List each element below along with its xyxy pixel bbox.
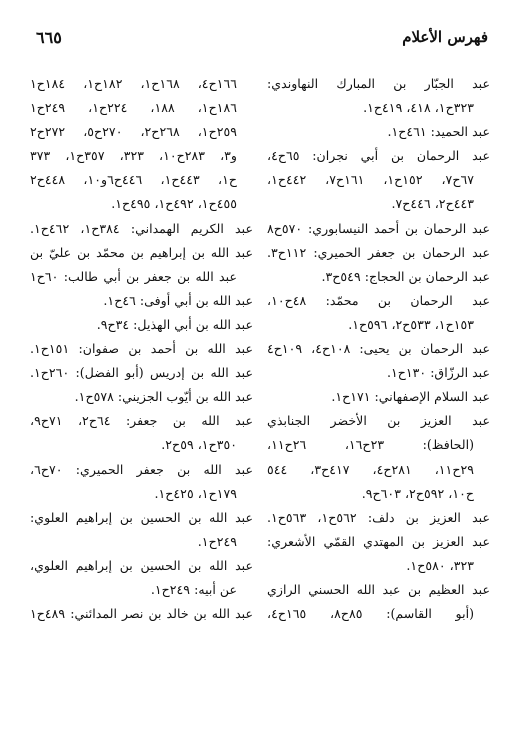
index-line: عبد الله بن الحسين بن إبراهيم العلوي،	[30, 557, 253, 573]
index-line: عبد الله بن الحسين بن إبراهيم العلوي:	[30, 509, 253, 525]
index-line: عبد الرحمان بن محمّد: ٤٨ح١٠،	[267, 292, 490, 308]
index-line: عبد الله بن جعفر الحميري: ٧٠ح٦،	[30, 461, 253, 477]
left-column	[30, 72, 253, 720]
index-line: عبد العزيز بن الأخضر الجنابذي	[267, 413, 490, 429]
page-header	[36, 22, 488, 52]
index-line: عبد الله بن جعفر بن أبي طالب: ٦٠ح١	[30, 268, 237, 284]
running-title: فهرس الأعلام	[402, 28, 488, 46]
index-line: و٣، ٢٨٣ح١٠، ٣٢٣، ٣٥٧ح١، ٣٧٣	[30, 148, 237, 164]
index-line: عبد السلام الإصفهاني: ١٧١ح١.	[331, 389, 490, 405]
index-line: عبد العزيز بن المهتدي القمّي الأشعري:	[267, 533, 490, 549]
index-line: ١٨٦ح١، ١٨٨، ٢٢٤ح١، ٢٤٩ح١	[30, 100, 237, 116]
index-line: عبد الحميد: ٤٦١ح١.	[387, 124, 490, 140]
index-line: عبد الله بن إبراهيم بن محمّد بن عليّ بن	[30, 244, 253, 260]
index-line: عبد الرحمان بن جعفر الحميري: ١١٢ح٣.	[267, 244, 490, 260]
index-line: ٣٢٣ح١، ٤١٨، ٤١٩ح١.	[363, 100, 474, 116]
index-columns	[30, 72, 490, 720]
index-line: عبد الله بن أبي الهذيل: ٣٤ح٩.	[96, 316, 253, 332]
index-line: عبد الله بن أحمد بن صفوان: ١٥١ح١.	[30, 341, 253, 357]
index-line: (الحافظ): ٢٣ح١٦، ٢٦ح١١،	[267, 437, 474, 453]
index-line: عبد الله بن خالد بن نصر المدائني: ٤٨٩ح١	[30, 606, 253, 622]
index-line: عبد الجبّار بن المبارك النهاوندي:	[267, 76, 490, 91]
index-line: ٢٩ح١١، ٢٨١ح٤، ٤١٧ح٣، ٥٤٤	[267, 461, 474, 477]
index-line: عبد الكريم الهمداني: ٣٨٤ح١، ٤٦٢ح١.	[30, 220, 253, 236]
index-line: عبد الرحمان بن يحيى: ١٠٨ح٤، ١٠٩ح٤	[267, 341, 490, 357]
index-line: ٤٥٥ح١، ٤٩٢ح١، ٤٩٥ح١.	[111, 196, 237, 212]
index-line: ٦٧ح٧، ١٥٢ح١، ١٦١ح٧، ٤٤٢ح١،	[267, 172, 474, 188]
index-line: ١٧٩ح١، ٤٢٥ح١.	[154, 485, 237, 501]
index-line: ح١، ٤٤٣ح١، ٤٤٦ح٦و١٠، ٤٤٨ح٢	[30, 172, 237, 188]
index-line: عبد الرزّاق: ١٣٠ح١.	[386, 365, 490, 381]
index-line: (أبو القاسم): ٨٥ح٨، ١٦٥ح٤،	[267, 606, 474, 622]
index-line: عبد الرحمان بن أبي نجران: ٦٥ح٤،	[267, 148, 490, 164]
index-line: عبد الرحمان بن الحجاج: ٥٤٩ح٣.	[321, 268, 490, 284]
index-line: عبد الله بن إدريس (أبو الفضل): ٢٦٠ح١.	[30, 365, 253, 381]
index-line: ٢٥٩ح١، ٢٦٨ح٢، ٢٧٠ح٥، ٢٧٢ح٢	[30, 124, 237, 140]
index-line: ١٦٦ح٤، ١٦٨ح١، ١٨٢ح١، ١٨٤ح١	[30, 76, 237, 91]
index-line: عن أبيه: ٢٤٩ح١.	[150, 581, 237, 597]
index-line: ٤٤٣ح٢، ٤٤٦ح٧.	[391, 196, 474, 212]
index-line: ح١٠، ٥٩٢ح٢، ٦٠٣ح٩.	[361, 485, 474, 501]
index-line: ٣٥٠ح١، ٥٩ح٢.	[161, 437, 237, 453]
right-column	[267, 72, 490, 720]
index-line: عبد الله بن أيّوب الجزيني: ٥٧٨ح١.	[74, 389, 253, 405]
page-number: ٦٦٥	[36, 27, 62, 47]
index-line: عبد الله بن أبي أوفى: ٤٦ح١.	[103, 292, 253, 308]
index-line: عبد العزيز بن دلف: ٥٦٢ح١، ٥٦٣ح١.	[267, 509, 490, 525]
index-line: عبد الله بن جعفر: ٦٤ح٢، ٧١ح٩،	[30, 413, 253, 429]
index-line: ٢٤٩ح١.	[197, 533, 237, 549]
index-line: ١٥٣ح١، ٥٣٣ح٢، ٥٩٦ح١.	[348, 316, 474, 332]
index-line: عبد الرحمان بن أحمد النيسابوري: ٥٧٠ح٨	[267, 220, 490, 236]
index-line: عبد العظيم بن عبد الله الحسني الرازي	[267, 581, 490, 597]
index-line: ٣٢٣، ٥٨٠ح١.	[406, 557, 474, 573]
